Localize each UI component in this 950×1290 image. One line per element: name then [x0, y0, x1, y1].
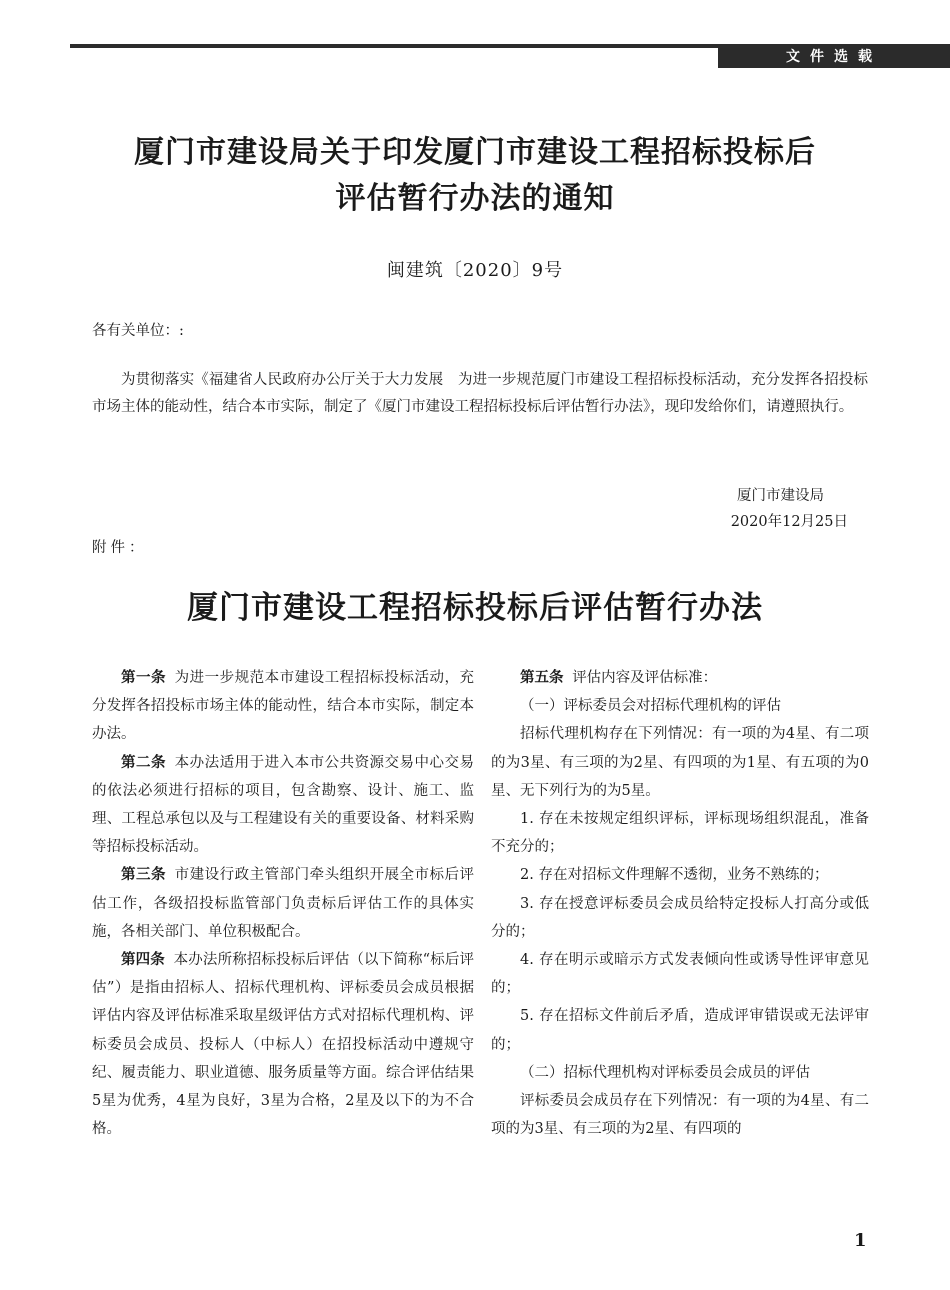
- article-text: 评估内容及评估标准：: [572, 670, 718, 686]
- list-item: 5. 存在招标文件前后矛盾，造成评审错误或无法评审的；: [491, 1008, 869, 1053]
- list-item: 2. 存在对招标文件理解不透彻，业务不熟练的；: [520, 867, 829, 884]
- notice-title-line1: 厦门市建设局关于印发厦门市建设工程招标投标后: [134, 135, 816, 170]
- article-1: [92, 664, 474, 749]
- article-5: [491, 664, 869, 692]
- article-text: 本办法适用于进入本市公共资源交易中心交易的依法必须进行招标的项目，包含勘察、设计、施工、监理、工程总承包以及与工程建设有关的重要设备、材料采购等招标投标活动。: [92, 754, 475, 856]
- article-text: 市建设行政主管部门牵头组织开展全市标后评估工作，各级招投标监管部门负责标后评估工作的具体实施，各相关部门、单位积极配合。: [92, 867, 475, 940]
- notice-title-line2: 评估暂行办法的通知: [335, 181, 615, 216]
- right-column: [491, 664, 869, 1143]
- attachment-label: 附件：: [92, 540, 148, 556]
- measures-title: 厦门市建设工程招标投标后评估暂行办法: [187, 590, 763, 626]
- paragraph: 评标委员会成员存在下列情况：有一项的为4星、有二项的为3星、有三项的为2星、有四项的: [491, 1093, 869, 1138]
- article-4: [92, 946, 474, 1143]
- article-text: 为进一步规范本市建设工程招标投标活动，充分发挥各招投标市场主体的能动性，结合本市实际，制定本办法。: [92, 670, 475, 743]
- article-3: [92, 861, 474, 946]
- article-text: 本办法所称招标投标后评估（以下简称“标后评估”）是指由招标人、招标代理机构、评标委员会成员根据评估内容及评估标准采取星级评估方式对招标代理机构、评标委员会成员、投标人（中标人）在招投标活动中遵规守纪、履责能力、职业道德、服务质量等方面。综合评估结果5星为优秀，4星为良好，3星为合格，2星及以下的为不合格。: [92, 952, 475, 1138]
- intro-paragraph: 为贯彻落实《福建省人民政府办公厅关于大力发展 为进一步规范厦门市建设工程招标投标活动，充分发挥各招投标市场主体的能动性，结合本市实际，制定了《厦门市建设工程招标投标后评估暂行办法》，现印发给你们，请遵照执行。: [92, 372, 868, 415]
- paragraph: 招标代理机构存在下列情况：有一项的为4星、有二项的为3星、有三项的为2星、有四项的为1星、有五项的为0星、无下列行为的为5星。: [491, 726, 869, 799]
- list-item: 3. 存在授意评标委员会成员给特定投标人打高分或低分的；: [491, 895, 869, 940]
- article-heading: 第四条: [121, 951, 165, 969]
- salutation: 各有关单位：:: [92, 323, 184, 339]
- page-number: 1: [854, 1230, 867, 1251]
- left-column: [92, 664, 474, 1143]
- article-heading: 第一条: [121, 669, 166, 686]
- subsection-heading: （一）评标委员会对招标代理机构的评估: [520, 698, 781, 715]
- article-heading: 第三条: [121, 866, 166, 884]
- subsection-heading: （二）招标代理机构对评标委员会成员的评估: [520, 1064, 810, 1081]
- issuer-name: 厦门市建设局: [737, 488, 824, 504]
- list-item: 1. 存在未按规定组织评标，评标现场组织混乱，准备不充分的；: [491, 811, 869, 856]
- issue-date: 2020年12月25日: [730, 514, 848, 530]
- notice-title: [60, 130, 890, 222]
- article-2: [92, 749, 474, 862]
- section-label: 文件选载: [718, 44, 950, 68]
- article-heading: 第二条: [121, 753, 166, 771]
- list-item: 4. 存在明示或暗示方式发表倾向性或诱导性评审意见的；: [491, 952, 869, 997]
- document-number: 闽建筑〔2020〕9号: [386, 260, 564, 281]
- article-heading: 第五条: [520, 669, 564, 686]
